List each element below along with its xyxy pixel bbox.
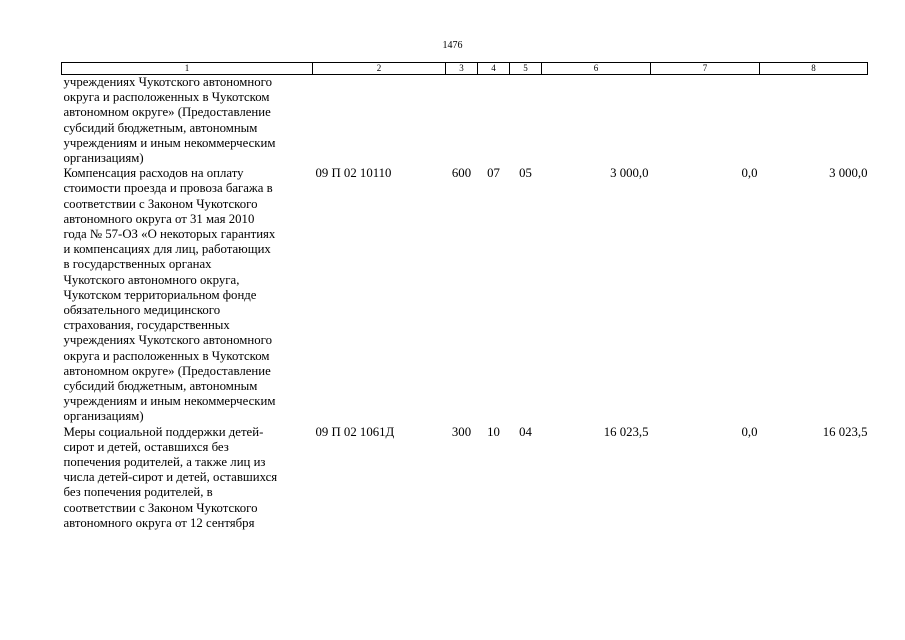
description-line: автономном округе» (Предоставление	[63, 363, 271, 378]
description-line: соответствии с Законом Чукотского	[63, 196, 258, 211]
page-number: 1476	[442, 40, 463, 51]
row-col3: 600	[451, 166, 472, 181]
description-line: обязательного медицинского	[63, 303, 221, 318]
row-col4	[478, 75, 510, 167]
table-row	[62, 425, 868, 531]
row-code: 09 П 02 1061Д	[315, 424, 395, 439]
table-row	[62, 166, 868, 424]
row-col8	[760, 75, 868, 167]
row-col5: 04	[519, 424, 532, 439]
row-description	[62, 425, 313, 531]
description-line: автономном округе» (Предоставление	[63, 105, 271, 120]
header-col-4: 4	[478, 63, 510, 75]
description-line: округа и расположенных в Чукотском	[63, 348, 270, 363]
row-col7: 0,0	[741, 424, 758, 439]
header-col-6: 6	[542, 63, 651, 75]
row-col8: 16 023,5	[822, 424, 868, 439]
description-line: без попечения родителей, в	[63, 485, 213, 500]
row-col3	[446, 75, 478, 167]
description-line: учреждениям и иным некоммерческим	[63, 394, 276, 409]
header-col-5: 5	[510, 63, 542, 75]
description-line: страхования, государственных	[63, 318, 230, 333]
description-line: Чукотском территориальном фонде	[63, 287, 257, 302]
description-line: автономного округа от 31 мая 2010	[63, 211, 255, 226]
row-col7: 0,0	[741, 166, 758, 181]
description-line: в государственных органах	[63, 257, 212, 272]
description-line: стоимости проезда и провоза багажа в	[63, 181, 273, 196]
description-line: организациям)	[63, 151, 144, 166]
row-col6: 3 000,0	[610, 166, 649, 181]
budget-table	[61, 62, 868, 531]
row-col5: 05	[519, 166, 532, 181]
table-body	[62, 75, 868, 532]
row-col6: 16 023,5	[603, 424, 649, 439]
row-code	[313, 75, 446, 167]
description-line: округа и расположенных в Чукотском	[63, 90, 270, 105]
description-line: субсидий бюджетным, автономным	[63, 120, 258, 135]
header-col-2: 2	[313, 63, 446, 75]
description-line: организациям)	[63, 409, 144, 424]
description-line: учреждениям и иным некоммерческим	[63, 135, 276, 150]
row-col4: 07	[487, 166, 500, 181]
description-line: сирот и детей, оставшихся без	[63, 439, 229, 454]
description-line: Компенсация расходов на оплату	[63, 166, 244, 181]
row-col8: 3 000,0	[829, 166, 868, 181]
row-col7	[651, 75, 760, 167]
description-line: попечения родителей, а также лиц из	[63, 455, 266, 470]
description-line: и компенсациях для лиц, работающих	[63, 242, 271, 257]
table-header	[62, 63, 868, 75]
description-line: учреждениях Чукотского автономного	[63, 333, 272, 348]
row-description	[62, 75, 313, 167]
description-line: числа детей-сирот и детей, оставшихся	[63, 470, 278, 485]
header-col-8: 8	[760, 63, 868, 75]
description-line: Меры социальной поддержки детей-	[63, 424, 264, 439]
description-line: Чукотского автономного округа,	[63, 272, 240, 287]
row-col3: 300	[451, 424, 472, 439]
header-col-7: 7	[651, 63, 760, 75]
description-line: субсидий бюджетным, автономным	[63, 379, 258, 394]
table-row	[62, 75, 868, 167]
description-line: учреждениях Чукотского автономного	[63, 75, 272, 89]
header-row	[62, 63, 868, 75]
row-description	[62, 166, 313, 424]
row-code: 09 П 02 10110	[315, 166, 392, 181]
header-col-1: 1	[62, 63, 313, 75]
description-line: года № 57-ОЗ «О некоторых гарантиях	[63, 227, 276, 242]
description-line: соответствии с Законом Чукотского	[63, 500, 258, 515]
row-col5	[510, 75, 542, 167]
row-col6	[542, 75, 651, 167]
row-col4: 10	[487, 424, 500, 439]
description-line: автономного округа от 12 сентября	[63, 515, 255, 530]
header-col-3: 3	[446, 63, 478, 75]
